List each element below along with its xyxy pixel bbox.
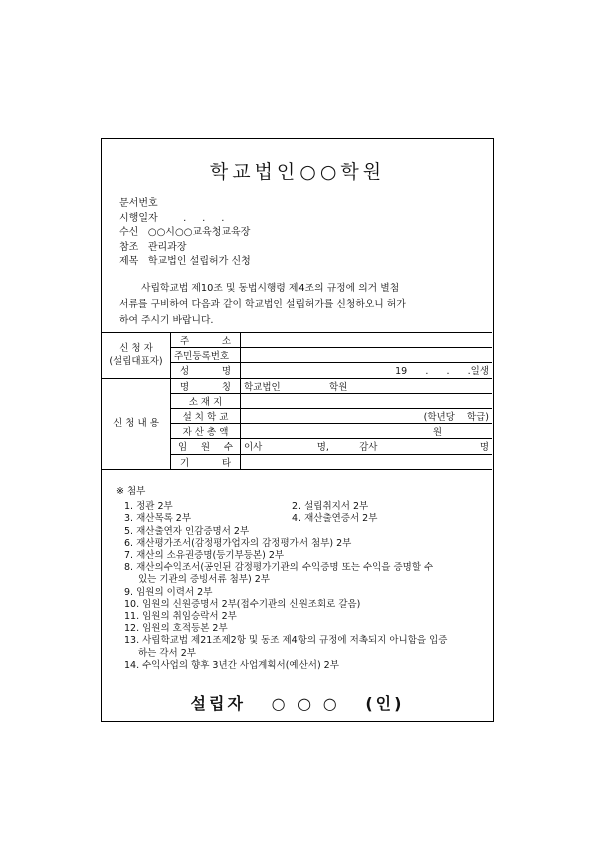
id-field[interactable] [241, 348, 493, 363]
corp-name-label [171, 378, 241, 393]
asset-label: 자 산 총 액 [171, 424, 241, 439]
officers-label [171, 439, 241, 454]
applicant-category-sub: (설립대표자) [109, 356, 163, 368]
asset-field[interactable]: 원 [241, 424, 493, 439]
attachment-item: 12. 임원의 호적등본 2부 [124, 623, 228, 635]
address-label-a: 주 [180, 336, 190, 348]
attachment-item-continued: 하는 각서 2부 [138, 647, 196, 659]
application-table [102, 332, 492, 470]
attachment-item: 7. 재산의 소유권증명(등기부등본) 2부 [124, 550, 285, 562]
location-field[interactable] [241, 393, 493, 408]
address-label-b: 소 [221, 336, 231, 348]
attachment-item: 4. 재산출연증서 2부 [292, 513, 378, 525]
corp-name-label-a: 명 [180, 381, 190, 393]
other-field[interactable] [241, 454, 493, 469]
attachment-item: 14. 수익사업의 향후 3년간 사업계획서(예산서) 2부 [124, 659, 339, 671]
founder-signature-line: 설립자 ○ ○ ○ (인) [190, 694, 405, 713]
attachments-heading: ※ 첨부 [116, 486, 146, 497]
subject: 제목 학교법인 설립허가 신청 [119, 256, 251, 267]
id-label: 주민등록번호 [171, 348, 241, 363]
issue-date: 시행일자 . . . [119, 212, 225, 224]
content-category: 신 청 내 용 [102, 378, 171, 469]
form-title: 학교법인○○학원 [209, 161, 386, 183]
recipient: 수신 ○○시○○교육청교육장 [119, 227, 251, 238]
name-label-b: 명 [221, 366, 231, 378]
other-label-a: 기 [180, 457, 190, 469]
officers-label-b: 원 [200, 442, 211, 454]
attachment-item-continued: 있는 기관의 증빙서류 첨부) 2부 [138, 574, 270, 586]
applicant-category [102, 333, 171, 379]
school-label: 설 치 학 교 [171, 408, 241, 423]
attachment-item: 5. 재산출연자 인감증명서 2부 [124, 525, 250, 537]
doc-number: 문서번호 [119, 198, 158, 209]
attachment-item: 11. 임원의 취임승락서 2부 [124, 611, 237, 623]
officers-label-a: 임 [178, 442, 188, 454]
application-form [101, 138, 494, 722]
name-label-a: 성 [180, 366, 190, 378]
attachment-row [116, 501, 486, 513]
birth-field[interactable]: 19 . . .일생 [241, 363, 493, 378]
corp-name-field[interactable]: 학교법인 학원 [241, 378, 493, 393]
attachment-row [116, 513, 486, 525]
other-label [171, 454, 241, 469]
reference: 참조 관리과장 [119, 241, 187, 253]
officers-field[interactable] [241, 439, 493, 454]
attachment-item: 10. 임원의 신원증명서 2부(접수기관의 신원조회로 갈음) [124, 598, 361, 610]
officers-label-c: 수 [223, 442, 233, 454]
attachment-item: 13. 사립학교법 제21조제2항 및 동조 제4항의 규정에 저촉되지 아니함을 입증 [124, 635, 448, 647]
officers-auditors-unit: 명 [479, 442, 489, 454]
name-label [171, 363, 241, 378]
document-meta [119, 197, 251, 270]
other-label-b: 타 [221, 457, 231, 469]
school-field[interactable]: (학년당 학급) [241, 408, 493, 423]
body-line: 사립학교법 제10조 및 동법시행령 제4조의 규정에 의거 별첨 [141, 283, 400, 294]
attachments [116, 486, 486, 672]
attachment-item: 6. 재산평가조서(감정평가업자의 감정평가서 첨부) 2부 [124, 537, 352, 549]
attachment-item: 2. 설립취지서 2부 [292, 501, 369, 513]
body-line: 하여 주시기 바랍니다. [119, 315, 214, 326]
attachment-item: 3. 재산목록 2부 [124, 513, 192, 525]
body-line: 서류를 구비하여 다음과 같이 학교법인 설립허가를 신청하오니 허가 [119, 299, 406, 310]
location-label: 소 재 지 [171, 393, 241, 408]
attachment-item: 9. 임원의 이력서 2부 [124, 586, 213, 598]
corp-name-label-b: 칭 [221, 381, 231, 393]
address-label [171, 333, 241, 348]
applicant-category-label: 신 청 자 [119, 343, 153, 355]
attachment-item: 1. 정관 2부 [124, 501, 173, 513]
address-field[interactable] [241, 333, 493, 348]
attachment-item: 8. 재산의수익조서(공인된 감정평가기관의 수익증명 또는 수익을 증명할 수 [124, 562, 434, 574]
officers-directors: 이사 명, 감사 [244, 442, 378, 454]
request-body [119, 281, 481, 329]
